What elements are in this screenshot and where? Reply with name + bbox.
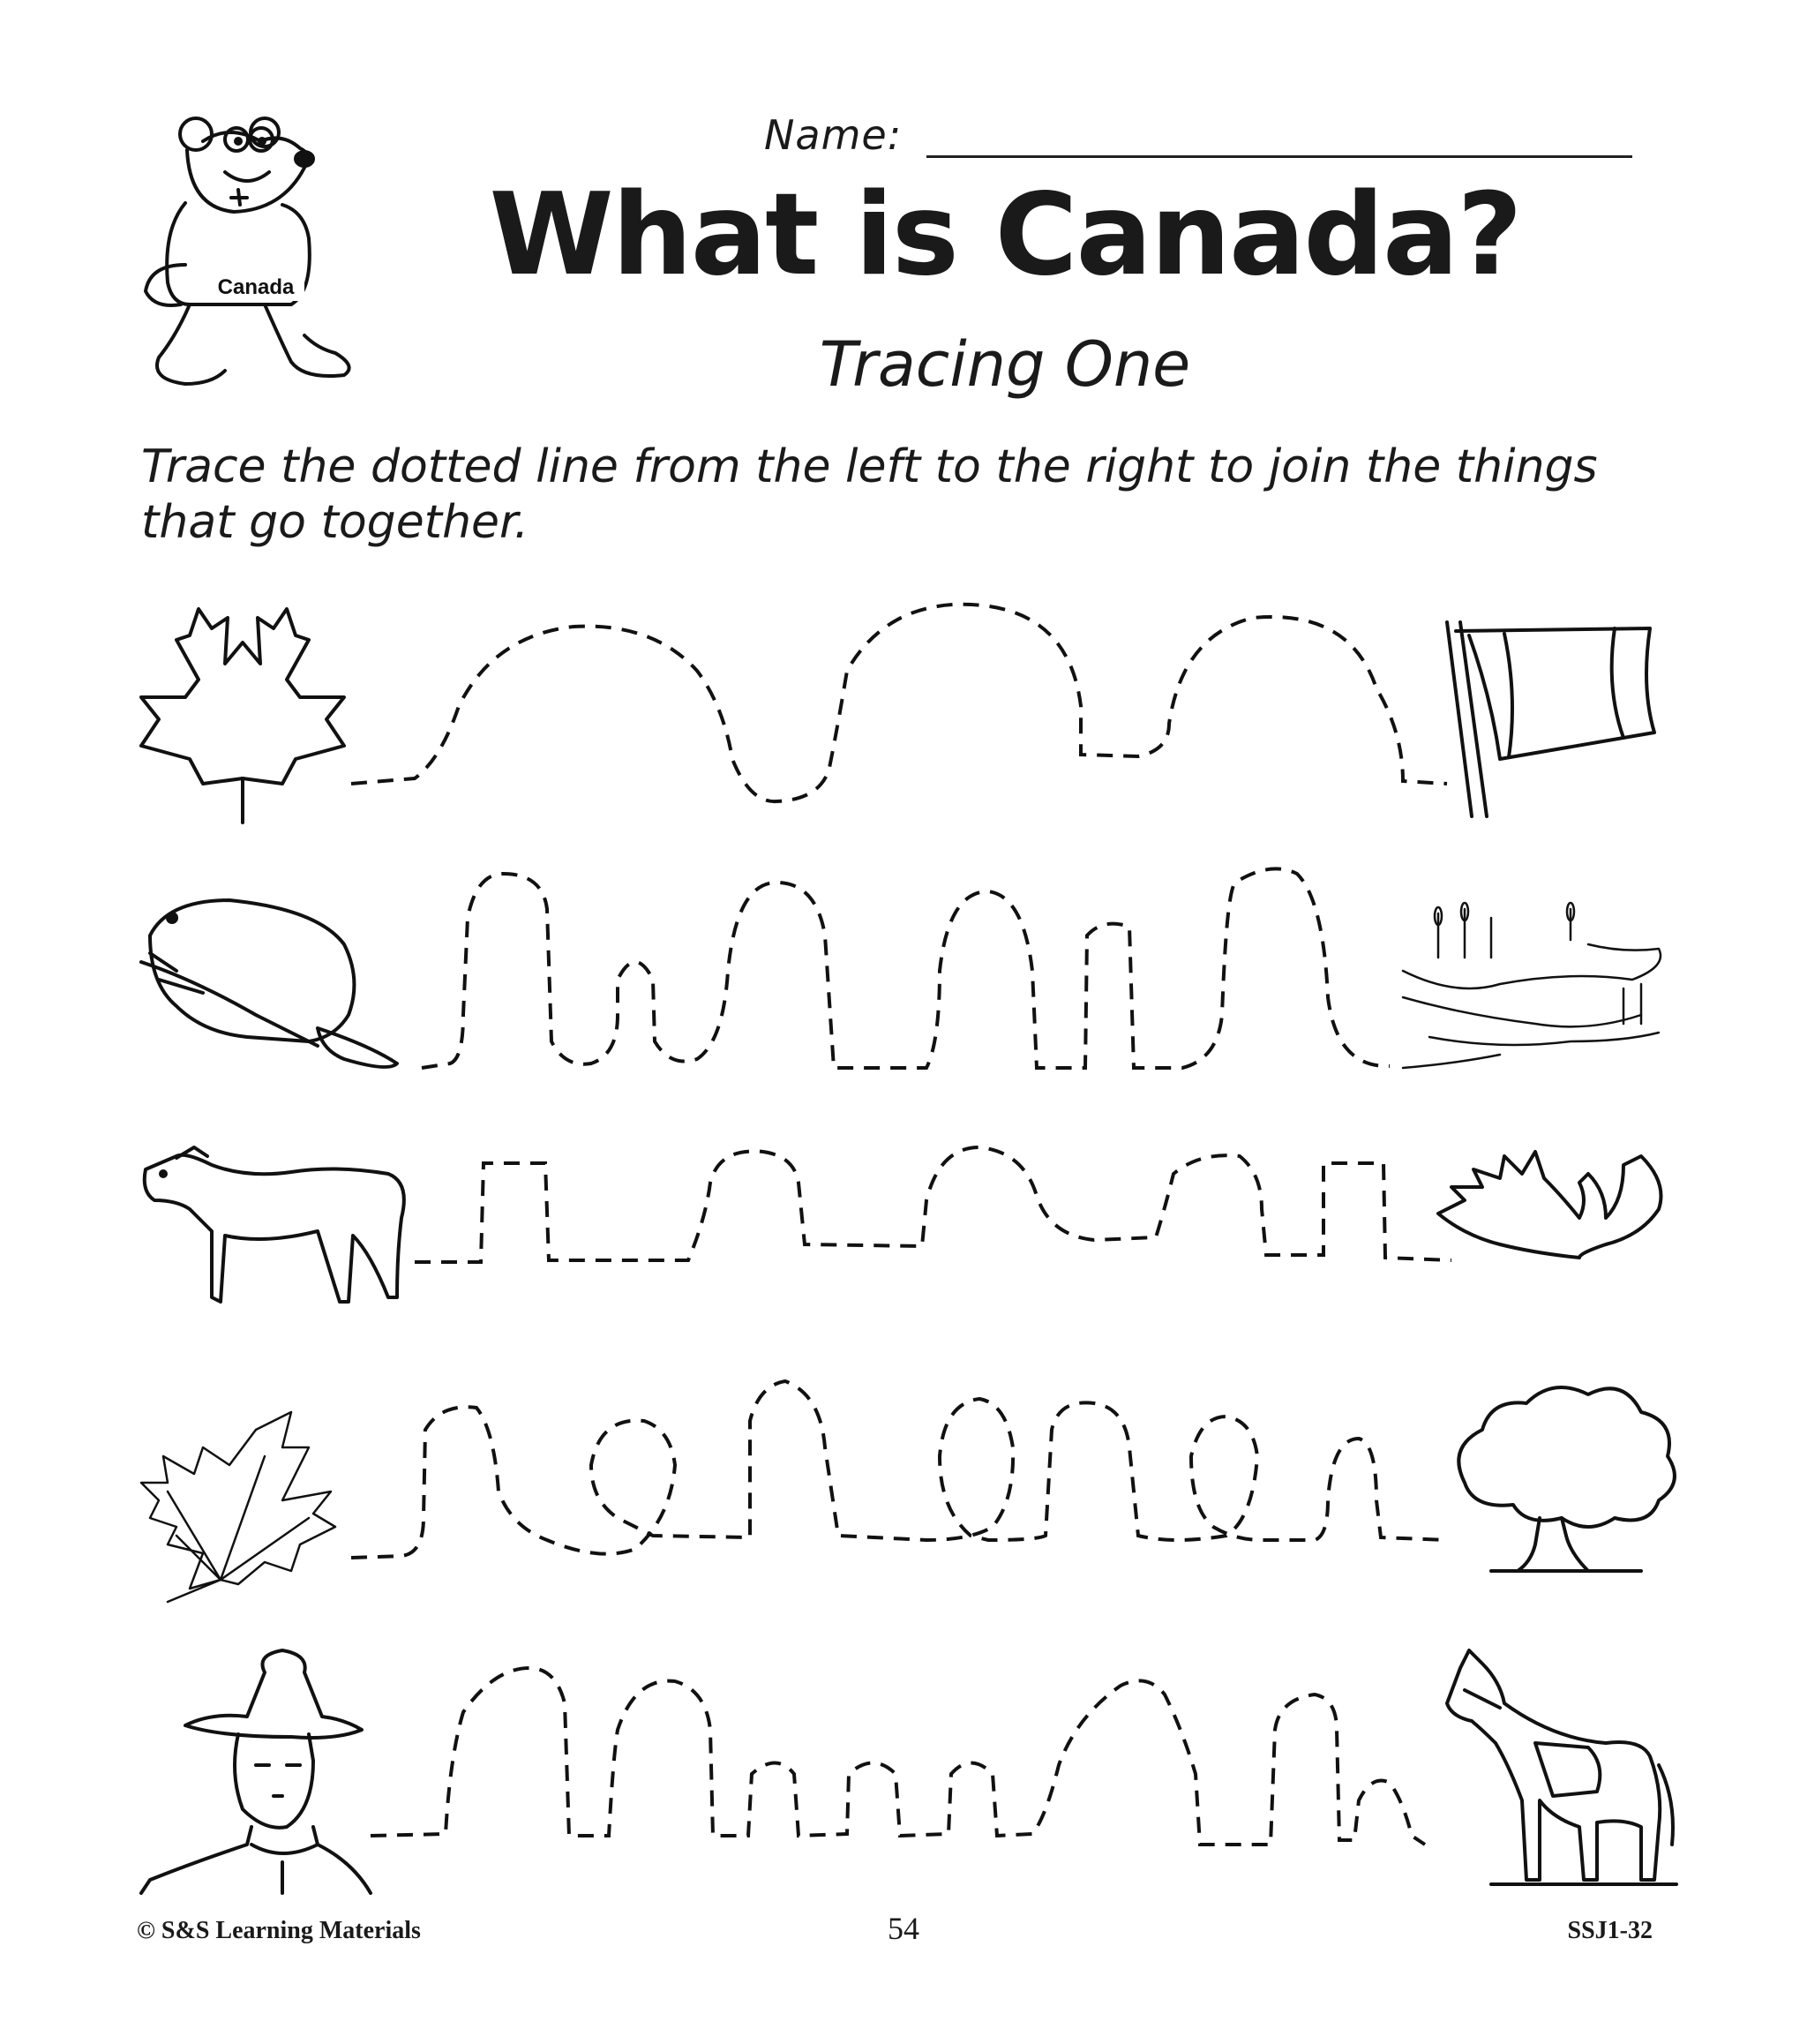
canada-flag-icon xyxy=(1447,622,1654,816)
horse-icon xyxy=(1447,1650,1676,1884)
maple-leaf-icon xyxy=(141,609,344,823)
trace-path-row-2[interactable] xyxy=(422,868,1390,1068)
trace-path-row-3[interactable] xyxy=(415,1147,1451,1262)
page-subtitle: Tracing One xyxy=(819,328,1191,401)
trace-path-row-1[interactable] xyxy=(351,605,1447,801)
page-number: 54 xyxy=(888,1911,919,1946)
trace-path-row-5[interactable] xyxy=(371,1668,1425,1845)
pond-icon xyxy=(1403,903,1661,1068)
moose-antler-icon xyxy=(1438,1152,1661,1258)
mascot-shirt-text: Canada xyxy=(217,275,295,299)
maple-tree-icon xyxy=(1458,1387,1675,1571)
mountie-icon xyxy=(141,1650,371,1893)
name-label: Name: xyxy=(764,111,903,159)
trace-path-row-4[interactable] xyxy=(351,1381,1447,1558)
product-code: SSJ1-32 xyxy=(1567,1917,1653,1944)
beaver-icon xyxy=(141,900,397,1067)
maple-leaf-drawing-icon xyxy=(141,1412,335,1602)
page-title: What is Canada? xyxy=(489,169,1521,301)
bear-mascot-icon xyxy=(146,118,349,384)
moose-icon xyxy=(145,1147,404,1302)
copyright-footer: © S&S Learning Materials xyxy=(137,1917,421,1944)
instructions: Trace the dotted line from the left to the right to join the things that go together. xyxy=(141,440,1598,549)
